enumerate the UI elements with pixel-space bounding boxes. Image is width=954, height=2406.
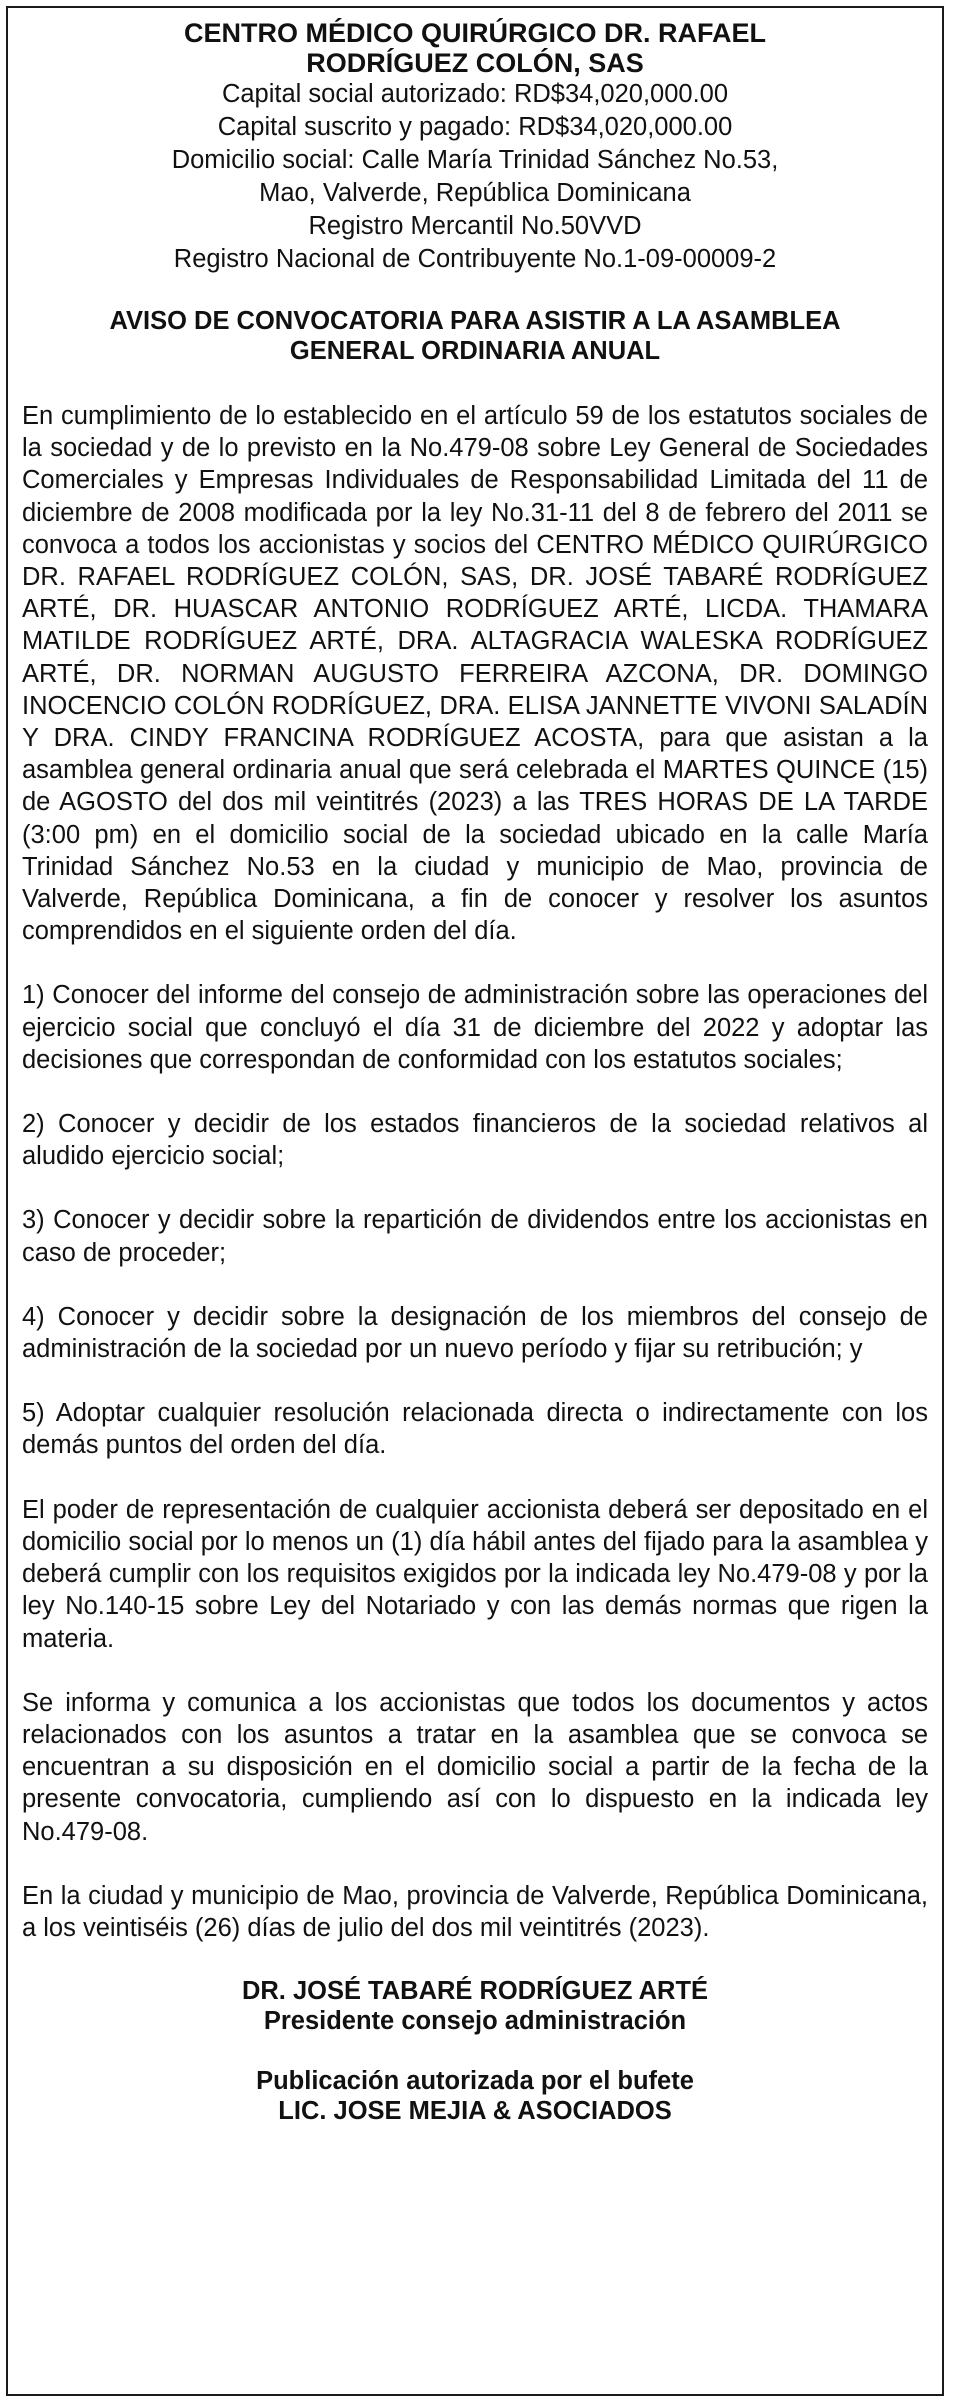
agenda-item-5: 5) Adoptar cualquier resolución relacionada directa o indirectamente con los demás puntos del orden del día. (22, 1399, 928, 1460)
agenda-item-1: 1) Conocer del informe del consejo de administración sobre las operaciones del ejercicio social que concluyó el día 31 de diciembre del 2022 y adoptar las decisiones que correspondan de conformidad con los estatutos sociales; (22, 981, 928, 1074)
company-name-line2: RODRÍGUEZ COLÓN, SAS (306, 48, 644, 78)
agenda-item-4: 4) Conocer y decidir sobre la designación de los miembros del consejo de administración de la sociedad por un nuevo período y fijar su retribución; y (22, 1302, 928, 1364)
notice-title-line2: GENERAL ORDINARIA ANUAL (289, 337, 661, 365)
publication-block (22, 2066, 928, 2126)
intro-paragraph: En cumplimiento de lo establecido en el artículo 59 de los estatutos sociales de la sociedad y de lo previsto en la No.479-08 sobre Ley General de Sociedades Comerciales y Empresas Individuales de Responsabilidad Limitada del 11 de diciembre de 2008 modificada por la ley No.31-11 del 8 de febrero del 2011 se convoca a todos los accionistas y socios del CENTRO MÉDICO QUIRÚRGICO DR. RAFAEL RODRÍGUEZ COLÓN, SAS, DR. JOSÉ TABARÉ RODRÍGUEZ ARTÉ, DR. HUASCAR ANTONIO RODRÍGUEZ ARTÉ, LICDA. THAMARA MATILDE RODRÍGUEZ ARTÉ, DRA. ALTAGRACIA WALESKA RODRÍGUEZ ARTÉ, DR. NORMAN AUGUSTO FERREIRA AZCONA, DR. DOMINGO INOCENCIO COLÓN RODRÍGUEZ, DRA. ELISA JANNETTE VIVONI SALADÍN Y DRA. CINDY FRANCINA RODRÍGUEZ ACOSTA, para que asistan a la asamblea general ordinaria anual que será celebrada el MARTES QUINCE (15) de AGOSTO del dos mil veintitrés (2023) a las TRES HORAS DE LA TARDE (3:00 pm) en el domicilio social de la sociedad ubicado en la calle María Trinidad Sánchez No.53 en la ciudad y municipio de Mao, provincia de Valverde, República Dominicana, a fin de conocer y resolver los asuntos comprendidos en el siguiente orden del día. (22, 402, 928, 946)
company-name-line1: CENTRO MÉDICO QUIRÚRGICO DR. RAFAEL (183, 18, 766, 48)
place-date-paragraph: En la ciudad y municipio de Mao, provincia de Valverde, República Dominicana, a los veintiséis (26) días de julio del dos mil veintitrés (2023). (22, 1881, 928, 1942)
notice-title-line1: AVISO DE CONVOCATORIA PARA ASISTIR A LA ASAMBLEA (109, 307, 841, 335)
signatory-role: Presidente consejo administración (263, 2007, 687, 2036)
agenda-item-2: 2) Conocer y decidir de los estados financieros de la sociedad relativos al aludido ejercicio social; (22, 1110, 928, 1171)
publication-line1: Publicación autorizada por el bufete (256, 2067, 694, 2096)
agenda-item-3: 3) Conocer y decidir sobre la repartición de dividendos entre los accionistas en caso de proceder; (22, 1206, 928, 1267)
domicile-line1: Domicilio social: Calle María Trinidad Sánchez No.53, (171, 146, 779, 174)
company-header (22, 18, 928, 276)
mercantile-registry: Registro Mercantil No.50VVD (308, 212, 642, 240)
documents-paragraph: Se informa y comunica a los accionistas que todos los documentos y actos relacionados con los asuntos a tratar en la asamblea que se convoca se encuentran a su disposición en el domicilio social a partir de la fecha de la presente convocatoria, cumpliendo así con lo dispuesto en la indicada ley No.479-08. (22, 1688, 928, 1846)
legal-notice (22, 18, 928, 2126)
signature-block (22, 1976, 928, 2036)
company-details (22, 78, 928, 276)
publication-line2: LIC. JOSE MEJIA & ASOCIADOS (278, 2097, 672, 2126)
capital-subscribed: Capital suscrito y pagado: RD$34,020,000.00 (217, 113, 733, 141)
capital-authorized: Capital social autorizado: RD$34,020,000.00 (221, 80, 729, 108)
notice-title (22, 306, 928, 366)
domicile-line2: Mao, Valverde, República Dominicana (259, 179, 691, 207)
signatory-name: DR. JOSÉ TABARÉ RODRÍGUEZ ARTÉ (241, 1977, 709, 2006)
taxpayer-registry: Registro Nacional de Contribuyente No.1-09-00009-2 (173, 245, 777, 273)
proxy-paragraph: El poder de representación de cualquier accionista deberá ser depositado en el domicilio social por lo menos un (1) día hábil antes del fijado para la asamblea y deberá cumplir con los requisitos exigidos por la indicada ley No.479-08 y por la ley No.140-15 sobre Ley del Notariado y con las demás normas que rigen la materia. (22, 1495, 928, 1653)
